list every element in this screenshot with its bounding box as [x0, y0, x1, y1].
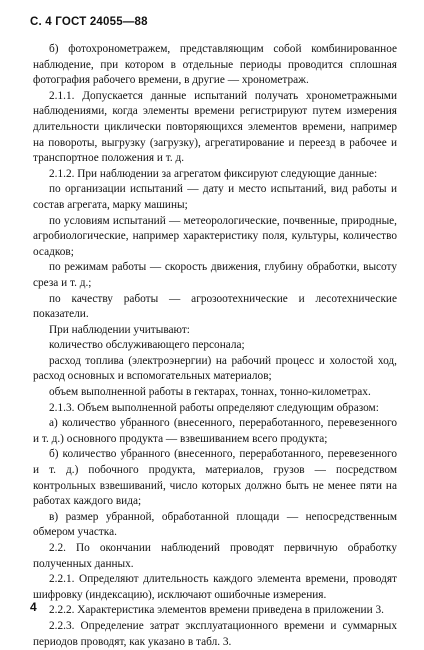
paragraph: 2.1.1. Допускается данные испытаний получать хронометражными наблюдениями, когда элементы времени регистрируют путем измерения длительности циклически повторяющихся элементов времени, например на повороты, выгрузку (загрузку), агрегатирование и переезд в рабочее и транспортное положения и т. д.: [33, 89, 397, 165]
paragraph: б) количество убранного (внесенного, переработанного, перевезенного и т. д.) побочного продукта, материалов, грузов — посредством контрольных взвешиваний, число которых должно быть не менее пяти на работах каждого вида;: [33, 448, 397, 508]
paragraph: количество обслуживающего персонала;: [49, 339, 245, 352]
paragraph: расход топлива (электроэнергии) на рабочий процесс и холостой ход, расход основных и вспомогательных материалов;: [33, 354, 397, 383]
paragraph: 2.2.1. Определяют длительность каждого элемента времени, проводят шифровку (индексацию), исключают ошибочные измерения.: [33, 573, 397, 601]
paragraph: 2.1.2. При наблюдении за агрегатом фиксируют следующие данные:: [49, 167, 378, 180]
paragraph: При наблюдении учитывают:: [49, 323, 190, 336]
paragraph: в) размер убранной, обработанной площади — непосредственным обмером участка.: [33, 510, 397, 539]
paragraph: объем выполненной работы в гектарах, тоннах, тонно-километрах.: [49, 386, 371, 399]
paragraph: а) количество убранного (внесенного, переработанного, перевезенного и т. д.) основного продукта — взвешиванием всего продукта;: [33, 417, 397, 445]
paragraph: по организации испытаний — дату и место испытаний, вид работы и состав агрегата, марку машины;: [33, 183, 397, 211]
paragraph: 2.1.3. Объем выполненной работы определяют следующим образом:: [49, 401, 379, 414]
paragraph: по режимам работы — скорость движения, глубину обработки, высоту среза и т. д.;: [33, 261, 397, 289]
paragraph: 2.2.2. Характеристика элементов времени приведена в приложении 3.: [49, 604, 384, 617]
paragraph: б) фотохронометражем, представляющим собой комбинированное наблюдение, при котором в отдельные периоды проводится сплошная фотография рабочего времени, в другие — хронометраж.: [33, 43, 397, 87]
page-header: С. 4 ГОСТ 24055—88: [30, 16, 148, 28]
paragraph: 2.2.3. Определение затрат эксплуатационного времени и суммарных периодов проводят, как указано в табл. 3.: [33, 619, 397, 648]
paragraph: по качеству работы — агрозоотехнические и лесотехнические показатели.: [33, 292, 397, 321]
paragraph: 2.2. По окончании наблюдений проводят первичную обработку полученных данных.: [33, 542, 397, 570]
paragraph: по условиям испытаний — метеорологические, почвенные, природные, агробиологические, например характеристику поля, культуры, количество осадков;: [33, 214, 397, 258]
document-body: [33, 42, 397, 650]
page-number: 4: [30, 600, 37, 614]
